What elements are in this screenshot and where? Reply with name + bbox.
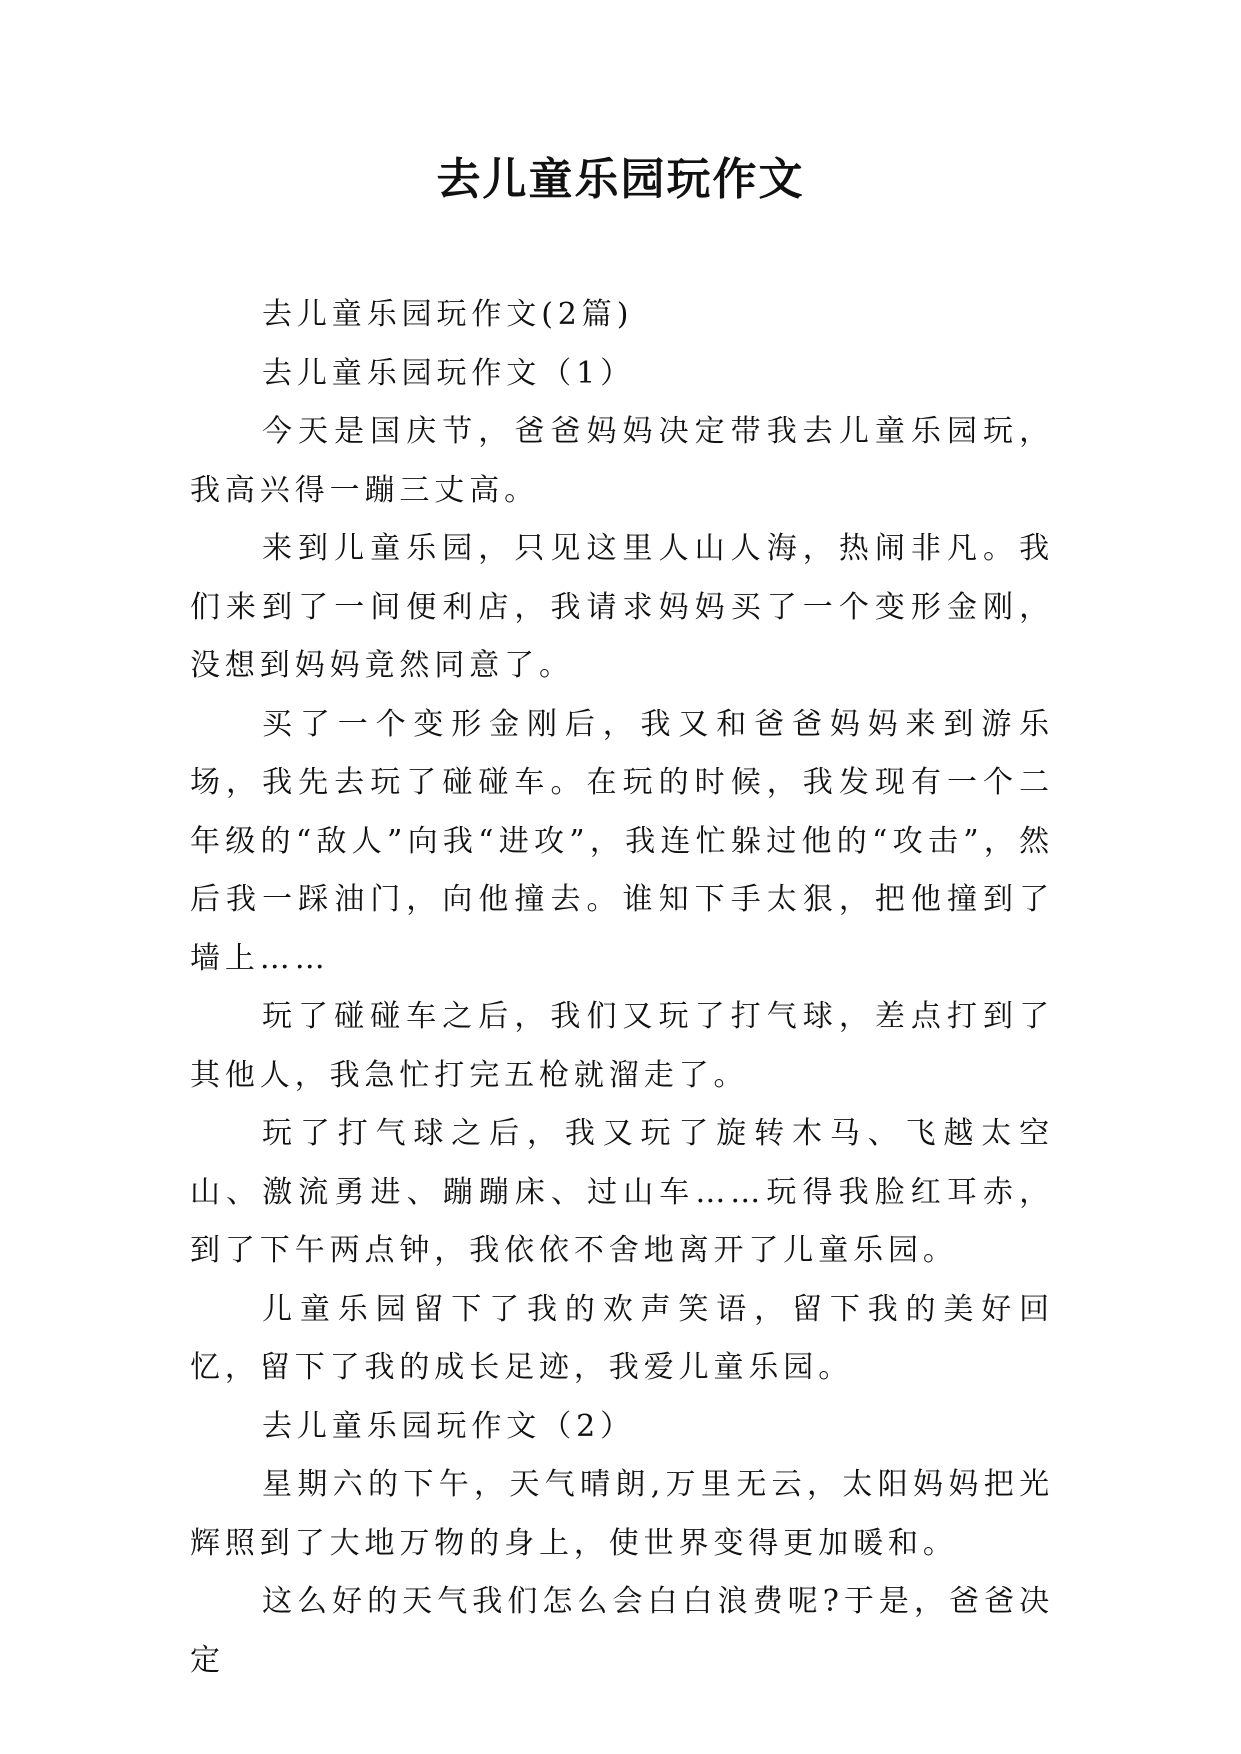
paragraph: 玩了碰碰车之后，我们又玩了打气球，差点打到了其他人，我急忙打完五枪就溜走了。 (190, 999, 1054, 1093)
paragraph: 星期六的下午，天气晴朗,万里无云，太阳妈妈把光辉照到了大地万物的身上，使世界变得更加暖和。 (190, 1467, 1054, 1561)
paragraph: 这么好的天气我们怎么会白白浪费呢?于是，爸爸决定 (190, 1584, 1054, 1678)
paragraph: 儿童乐园留下了我的欢声笑语，留下我的美好回忆，留下了我的成长足迹，我爱儿童乐园。 (190, 1291, 1054, 1385)
paragraph-collection-heading: 去儿童乐园玩作文(2篇) (262, 297, 634, 332)
paragraph: 来到儿童乐园，只见这里人山人海，热闹非凡。我们来到了一间便利店，我请求妈妈买了一个变形金刚，没想到妈妈竟然同意了。 (190, 531, 1054, 683)
paragraph: 今天是国庆节，爸爸妈妈决定带我去儿童乐园玩，我高兴得一蹦三丈高。 (190, 414, 1054, 508)
document-title: 去儿童乐园玩作文 (436, 154, 805, 205)
paragraph-essay-2-heading: 去儿童乐园玩作文（2） (262, 1408, 635, 1444)
paragraph: 玩了打气球之后，我又玩了旋转木马、飞越太空山、激流勇进、蹦蹦床、过山车……玩得我脸红耳赤，到了下午两点钟，我依依不舍地离开了儿童乐园。 (190, 1116, 1054, 1268)
paragraph-essay-1-heading: 去儿童乐园玩作文（1） (262, 355, 635, 391)
document-body (190, 286, 1054, 1690)
paragraph: 买了一个变形金刚后，我又和爸爸妈妈来到游乐场，我先去玩了碰碰车。在玩的时候，我发现有一个二年级的“敌人”向我“进攻”，我连忙躲过他的“攻击”，然后我一踩油门，向他撞去。谁知下手太狠，把他撞到了墙上…… (190, 706, 1054, 976)
